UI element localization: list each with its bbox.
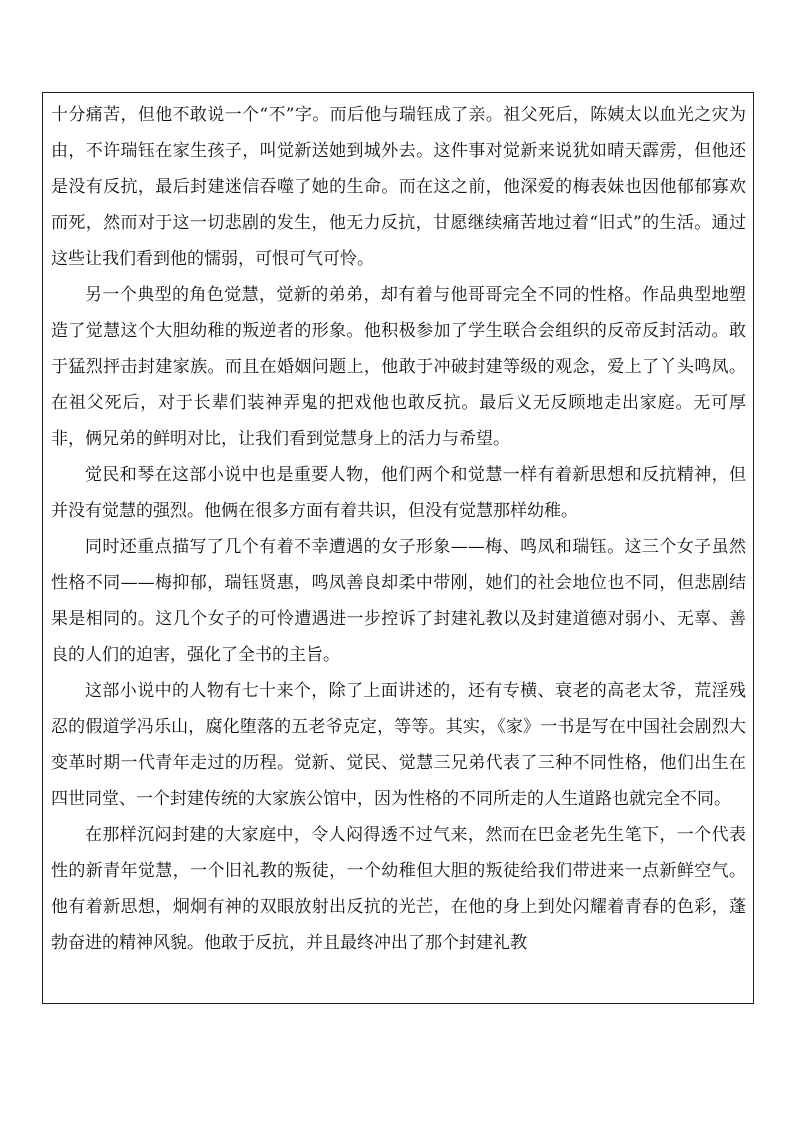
document-body bbox=[51, 97, 746, 961]
paragraph: 在那样沉闷封建的大家庭中，令人闷得透不过气来，然而在巴金老先生笔下，一个代表性的新青年觉慧，一个旧礼教的叛徒，一个幼稚但大胆的叛徒给我们带进来一点新鲜空气。他有着新思想，炯炯有神的双眼放射出反抗的光芒，在他的身上到处闪耀着青春的色彩，蓬勃奋进的精神风貌。他敢于反抗，并且最终冲出了那个封建礼教 bbox=[51, 825, 746, 953]
paragraph: 另一个典型的角色觉慧，觉新的弟弟，却有着与他哥哥完全不同的性格。作品典型地塑造了觉慧这个大胆幼稚的叛逆者的形象。他积极参加了学生联合会组织的反帝反封活动。敢于猛烈抨击封建家族。而且在婚姻问题上，他敢于冲破封建等级的观念，爱上了丫头鸣凤。在祖父死后，对于长辈们装神弄鬼的把戏他也敢反抗。最后义无反顾地走出家庭。无可厚非，俩兄弟的鲜明对比，让我们看到觉慧身上的活力与希望。 bbox=[51, 285, 746, 449]
paragraph: 这部小说中的人物有七十来个，除了上面讲述的，还有专横、衰老的高老太爷，荒淫残忍的假道学冯乐山，腐化堕落的五老爷克定，等等。其实，《家》一书是写在中国社会剧烈大变革时期一代青年走过的历程。觉新、觉民、觉慧三兄弟代表了三种不同性格，他们出生在四世同堂、一个封建传统的大家族公馆中，因为性格的不同所走的人生道路也就完全不同。 bbox=[51, 681, 746, 809]
paragraph: 十分痛苦，但他不敢说一个“不”字。而后他与瑞钰成了亲。祖父死后，陈姨太以血光之灾为由，不许瑞钰在家生孩子，叫觉新送她到城外去。这件事对觉新来说犹如晴天霹雳，但他还是没有反抗，最后封建迷信吞噬了她的生命。而在这之前，他深爱的梅表妹也因他郁郁寡欢而死，然而对于这一切悲剧的发生，他无力反抗，甘愿继续痛苦地过着“旧式”的生活。通过这些让我们看到他的懦弱，可恨可气可怜。 bbox=[51, 105, 746, 269]
paragraph: 觉民和琴在这部小说中也是重要人物，他们两个和觉慧一样有着新思想和反抗精神，但并没有觉慧的强烈。他俩在很多方面有着共识，但没有觉慧那样幼稚。 bbox=[51, 465, 746, 521]
paragraph: 同时还重点描写了几个有着不幸遭遇的女子形象——梅、鸣凤和瑞钰。这三个女子虽然性格不同——梅抑郁，瑞钰贤惠，鸣凤善良却柔中带刚，她们的社会地位也不同，但悲剧结果是相同的。这几个女子的可怜遭遇进一步控诉了封建礼教以及封建道德对弱小、无辜、善良的人们的迫害，强化了全书的主旨。 bbox=[51, 537, 746, 665]
